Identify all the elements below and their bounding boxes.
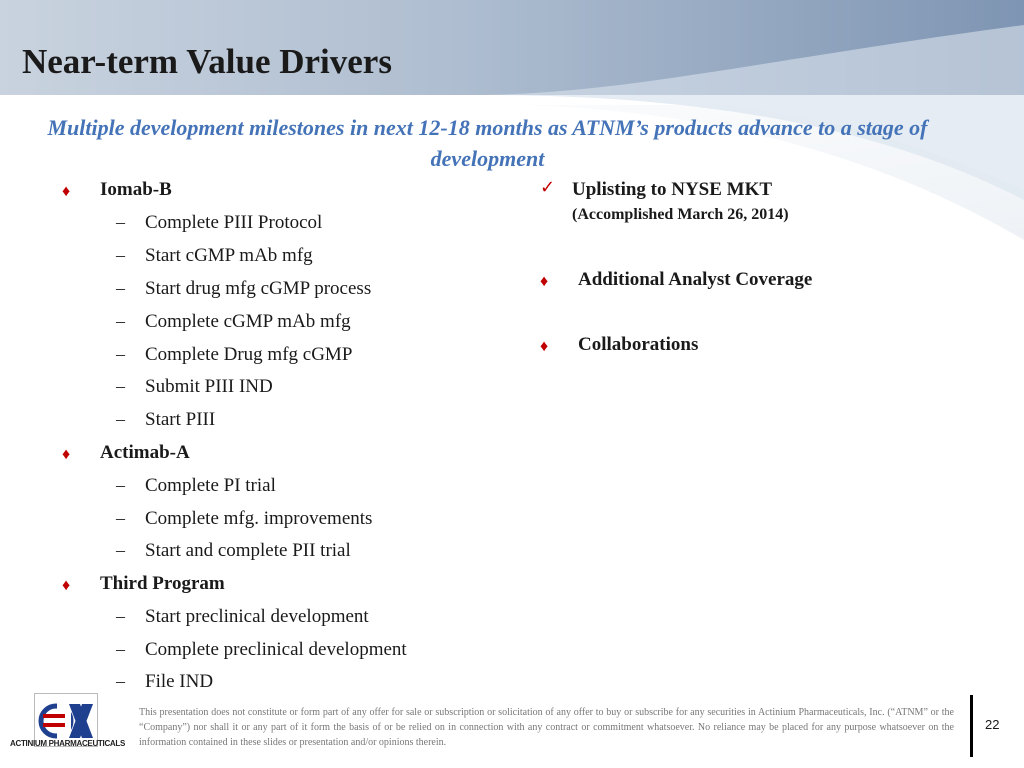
list-item: Complete mfg. improvements (145, 508, 373, 529)
slide-title: Near-term Value Drivers (22, 42, 392, 81)
logo-text: ACTINIUM PHARMACEUTICALS (10, 739, 126, 748)
slide-subtitle: Multiple development milestones in next 12-18 months as ATNM’s products advance to a stage of development (47, 115, 928, 171)
diamond-icon: ♦ (62, 183, 71, 200)
dash-icon: – (116, 376, 125, 396)
disclaimer-text: This presentation does not constitute or form part of any offer for sale or subscription or solicitation of any offer to buy or subscribe for any securities in Actinium Pharmaceuticals, Inc. (“ATNM” or the “Company”) nor shall it or any part of it form the basis of or be relied on in connection with any contract or commitment whatsoever. No reliance may be placed for any purpose whatsoever on the information contained in these slides or presentation and/or opinions therein. (139, 707, 954, 748)
group-heading: Iomab-B (100, 179, 172, 200)
group-heading: Actimab-A (100, 442, 190, 463)
dash-icon: – (116, 245, 125, 265)
dash-icon: – (116, 671, 125, 691)
checkmark-icon: ✓ (540, 177, 556, 198)
list-item: Complete PIII Protocol (145, 212, 323, 233)
collaborations-item: Collaborations (578, 334, 699, 355)
page-number: 22 (985, 717, 1000, 732)
diamond-icon: ♦ (62, 577, 71, 594)
dash-icon: – (116, 409, 125, 429)
dash-icon: – (116, 475, 125, 495)
list-item: Start PIII (145, 409, 216, 430)
group-heading: Third Program (100, 573, 225, 594)
list-item: Complete cGMP mAb mfg (145, 311, 351, 332)
diamond-icon: ♦ (540, 338, 549, 355)
diamond-icon: ♦ (540, 273, 549, 290)
list-item: Complete PI trial (145, 475, 276, 496)
dash-icon: – (116, 278, 125, 298)
analyst-coverage-item: Additional Analyst Coverage (578, 269, 813, 290)
footer-divider (970, 695, 973, 757)
uplisting-item: Uplisting to NYSE MKT (572, 179, 773, 200)
dash-icon: – (116, 508, 125, 528)
list-item: File IND (145, 671, 214, 692)
list-item: Complete preclinical development (145, 639, 407, 660)
dash-icon: – (116, 212, 125, 232)
dash-icon: – (116, 639, 125, 659)
dash-icon: – (116, 344, 125, 364)
uplisting-note: (Accomplished March 26, 2014) (572, 206, 789, 223)
dash-icon: – (116, 606, 125, 626)
list-item: Complete Drug mfg cGMP (145, 344, 353, 365)
diamond-icon: ♦ (62, 446, 71, 463)
dash-icon: – (116, 540, 125, 560)
list-item: Start preclinical development (145, 606, 369, 627)
list-item: Start drug mfg cGMP process (145, 278, 372, 299)
dash-icon: – (116, 311, 125, 331)
list-item: Start and complete PII trial (145, 540, 351, 561)
list-item: Submit PIII IND (145, 376, 273, 397)
list-item: Start cGMP mAb mfg (145, 245, 313, 266)
